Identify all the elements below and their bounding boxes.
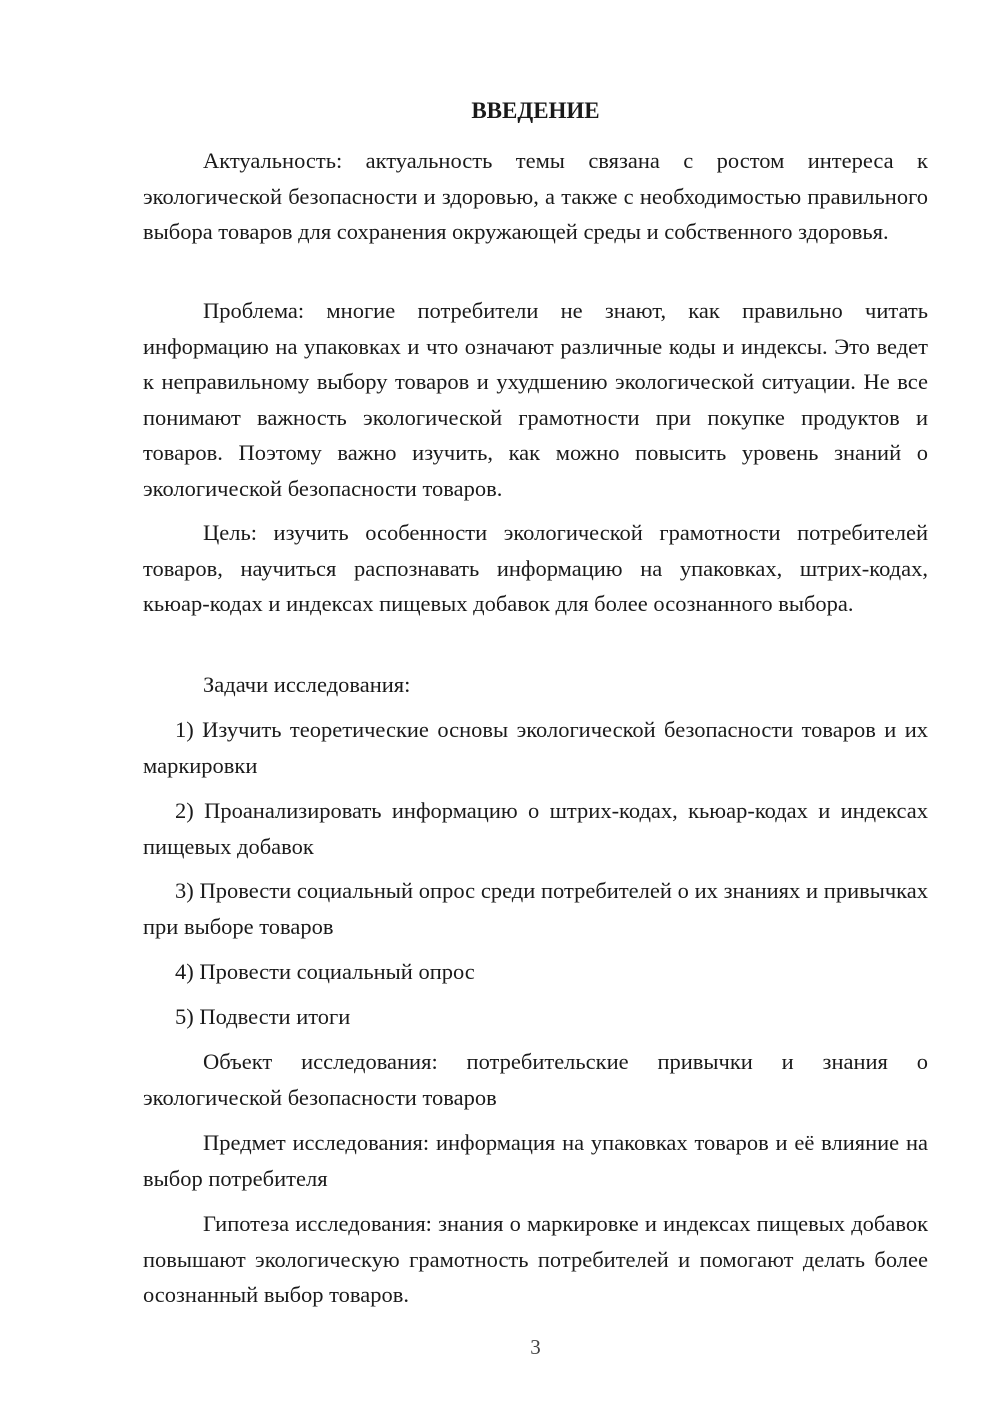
paragraph-object: Объект исследования: потребительские привычки и знания о экологической безопасности товаров <box>143 1049 928 1110</box>
task-item-3: 3) Провести социальный опрос среди потребителей о их знаниях и привычках при выборе товаров <box>143 878 928 939</box>
paragraph-problem: Проблема: многие потребители не знают, как правильно читать информацию на упаковках и что означают различные коды и индексы. Это ведет к неправильному выбору товаров и ухудшению экологической ситуации. Не все понимают важность экологической грамотности при покупке продуктов и товаров. Поэтому важно изучить, как можно повысить уровень знаний о экологической безопасности товаров. <box>143 298 928 501</box>
paragraph-subject: Предмет исследования: информация на упаковках товаров и её влияние на выбор потребителя <box>143 1130 928 1191</box>
document-page <box>143 0 928 1414</box>
page-number: 3 <box>530 1335 541 1359</box>
paragraph-goal: Цель: изучить особенности экологической грамотности потребителей товаров, научиться распознавать информацию на упаковках, штрих-кодах, кьюар-кодах и индексах пищевых добавок для более осознанного выбора. <box>143 520 928 616</box>
paragraph-relevance: Актуальность: актуальность темы связана с ростом интереса к экологической безопасности и здоровью, а также с необходимостью правильного выбора товаров для сохранения окружающей среды и собственного здоровья. <box>143 148 928 244</box>
task-item-4: 4) Провести социальный опрос <box>175 959 475 984</box>
task-item-5: 5) Подвести итоги <box>175 1004 351 1029</box>
task-item-2: 2) Проанализировать информацию о штрих-кодах, кьюар-кодах и индексах пищевых добавок <box>143 798 928 859</box>
section-title: ВВЕДЕНИЕ <box>471 98 600 123</box>
paragraph-hypothesis: Гипотеза исследования: знания о маркировке и индексах пищевых добавок повышают экологическую грамотность потребителей и помогают делать более осознанный выбор товаров. <box>143 1211 928 1307</box>
tasks-heading: Задачи исследования: <box>203 672 411 697</box>
task-item-1: 1) Изучить теоретические основы экологической безопасности товаров и их маркировки <box>143 717 928 778</box>
